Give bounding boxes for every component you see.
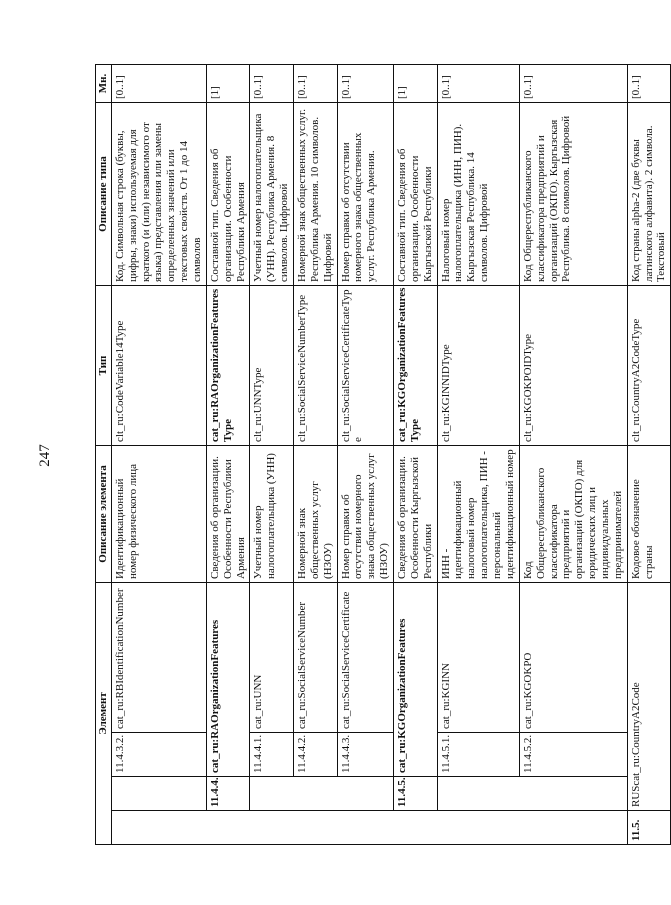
header-multiplicity: Мн. — [96, 65, 112, 103]
row-type-description: Составной тип. Сведения об организации. Особенности Кыргызской Республики — [394, 103, 438, 286]
row-description: Код Общереспубликанского классификатора предприятий и организаций (ОКПО) для юридических лиц и индивидуальных предпринимателей — [519, 446, 627, 583]
row-number: 11.4.3.2. — [111, 733, 206, 777]
row-multiplicity: [1] — [394, 65, 438, 103]
specification-table — [95, 64, 671, 845]
row-element: cat_ru:KGINN — [437, 583, 519, 733]
row-type: cat_ru:KGOrganizationFeatures Type — [394, 286, 438, 446]
row-type: clt_ru:CountryA2CodeType — [627, 286, 671, 446]
row-number: 11.5. — [627, 811, 671, 845]
row-type-description: Код страны alpha-2 (две буквы латинского алфавита). 2 символа. Текстовый — [627, 103, 671, 286]
row-number: 11.4.4.2. — [294, 733, 338, 777]
row-number: 11.4.5.1. — [437, 733, 519, 777]
table-row — [206, 65, 250, 845]
table-row — [519, 65, 627, 845]
row-type-description: Код. Символьная строка (буквы, цифры, знаки) используемая для краткого (и (или) независимого от языка) представления или замены определенных значений или текстовых свойств. От 1 до 14 символов — [111, 103, 206, 286]
row-description: Номерной знак общественных услуг (НЗОУ) — [294, 446, 338, 583]
row-type: clt_ru:KGOKPOIDType — [519, 286, 627, 446]
row-multiplicity: [1] — [206, 65, 250, 103]
row-type-description: Налоговый номер налогоплательщика (ИНН, ПИН). Кыргызская Республика. 14 символов. Цифровой — [437, 103, 519, 286]
row-multiplicity: [0..1] — [437, 65, 519, 103]
header-description: Описание элемента — [96, 446, 112, 583]
table-header-row — [96, 65, 112, 845]
row-type-description: Номерной знак общественных услуг. Республика Армения. 10 символов. Цифровой — [294, 103, 338, 286]
row-type-description: Учетный номер налогоплательщика (УНН). Республика Армения. 8 символов. Цифровой — [250, 103, 294, 286]
row-description: Учетный номер налогоплательщика (УНН) — [250, 446, 294, 583]
row-multiplicity: [0..1] — [250, 65, 294, 103]
row-type-description: Составной тип. Сведения об организации. Особенности Республики Армения — [206, 103, 250, 286]
row-number: 11.4.4. — [206, 777, 250, 811]
row-description: Идентификационный номер физического лица — [111, 446, 206, 583]
row-description: ИНН - идентификационный налоговый номер налогоплательщика, ПИН - персональный идентификационный номер — [437, 446, 519, 583]
row-type: cat_ru:RAOrganizationFeatures Type — [206, 286, 250, 446]
row-description: Сведения об организации. Особенности Республики Армения — [206, 446, 250, 583]
rotated-page — [95, 65, 668, 845]
table-row — [250, 65, 294, 845]
row-multiplicity: [0..1] — [627, 65, 671, 103]
row-type-description: Код Общереспубликанского классификатора предприятий и организаций (ОКПО). Кыргызская Республика. 8 символов. Цифровой — [519, 103, 627, 286]
row-element: RUScat_ru:CountryA2Code — [627, 583, 671, 811]
header-type: Тип — [96, 286, 112, 446]
page-number: 247 — [36, 443, 53, 467]
row-number: 11.4.5.2. — [519, 733, 627, 777]
row-type: clt_ru:SocialServiceNumberType — [294, 286, 338, 446]
table-row — [437, 65, 519, 845]
table-row — [394, 65, 438, 845]
row-type: clt_ru:UNNType — [250, 286, 294, 446]
row-type: clt_ru:KGINNIDType — [437, 286, 519, 446]
row-element: cat_ru:SocialServiceCertificate — [337, 583, 393, 733]
row-element: cat_ru:SocialServiceNumber — [294, 583, 338, 733]
row-number: 11.4.5. — [394, 777, 438, 811]
table-row — [111, 65, 206, 845]
table-row — [337, 65, 393, 845]
table-row — [294, 65, 338, 845]
header-element: Элемент — [96, 583, 112, 845]
row-multiplicity: [0..1] — [337, 65, 393, 103]
row-element: cat_ru:UNN — [250, 583, 294, 733]
row-description: Номер справки об отсутствии номерного знака общественных услуг (НЗОУ) — [337, 446, 393, 583]
row-description: Сведения об организации. Особенности Кыргызской Республики — [394, 446, 438, 583]
row-element: cat_ru:RAOrganizationFeatures — [206, 583, 250, 777]
row-element: cat_ru:KGOKPO — [519, 583, 627, 733]
row-number: 11.4.4.3. — [337, 733, 393, 777]
row-description: Кодовое обозначение страны — [627, 446, 671, 583]
row-multiplicity: [0..1] — [519, 65, 627, 103]
row-type: clt_ru:SocialServiceCertificateTyp e — [337, 286, 393, 446]
row-multiplicity: [0..1] — [111, 65, 206, 103]
row-number: 11.4.4.1. — [250, 733, 294, 777]
row-element: cat_ru:KGOrganizationFeatures — [394, 583, 438, 777]
row-type-description: Номер справки об отсутствии номерного знака общественных услуг. Республика Армения. — [337, 103, 393, 286]
row-type: clt_ru:CodeVariable14Type — [111, 286, 206, 446]
table-row — [627, 65, 671, 845]
row-element: cat_ru:RBIdentificationNumber — [111, 583, 206, 733]
row-multiplicity: [0..1] — [294, 65, 338, 103]
header-type-description: Описание типа — [96, 103, 112, 286]
